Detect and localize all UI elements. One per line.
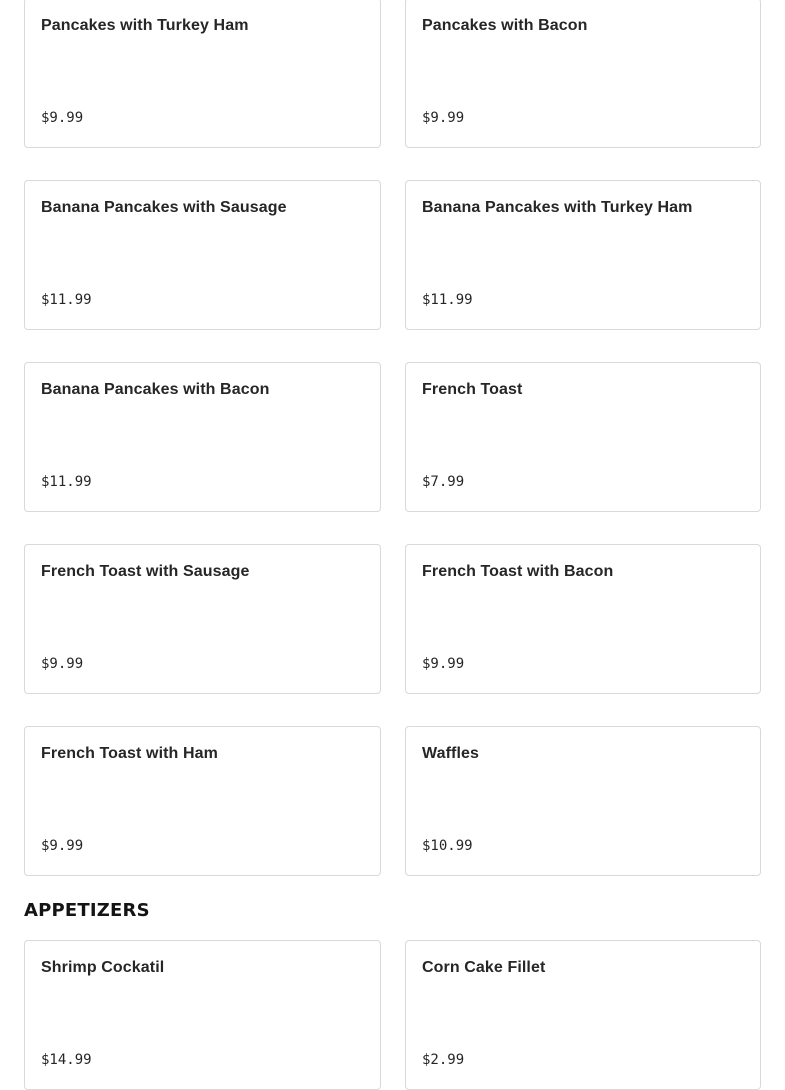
section-title-appetizers: APPETIZERS: [24, 900, 150, 921]
item-name: Corn Cake Fillet: [422, 959, 546, 976]
item-price: $9.99: [41, 110, 84, 126]
item-price: $10.99: [422, 838, 473, 854]
menu-item-card[interactable]: [405, 180, 761, 330]
menu-item-card[interactable]: [24, 726, 381, 876]
item-price: $9.99: [41, 656, 84, 672]
item-price: $9.99: [41, 838, 84, 854]
appetizers-grid: [24, 940, 761, 1090]
menu-item-card[interactable]: [405, 726, 761, 876]
item-price: $14.99: [41, 1052, 92, 1068]
item-price: $2.99: [422, 1052, 465, 1068]
item-name: Waffles: [422, 745, 480, 762]
item-name: French Toast: [422, 381, 523, 398]
menu-item-card[interactable]: [24, 940, 381, 1090]
item-name: Pancakes with Bacon: [422, 17, 588, 34]
item-price: $11.99: [41, 292, 92, 308]
item-price: $7.99: [422, 474, 465, 490]
menu-item-card[interactable]: [405, 362, 761, 512]
item-name: French Toast with Sausage: [41, 563, 250, 580]
menu-item-card[interactable]: [405, 544, 761, 694]
menu-item-card[interactable]: [24, 180, 381, 330]
menu-item-card[interactable]: [24, 362, 381, 512]
menu-item-card[interactable]: [24, 0, 381, 148]
item-name: French Toast with Ham: [41, 745, 218, 762]
menu-item-card[interactable]: [405, 940, 761, 1090]
menu-item-card[interactable]: [24, 544, 381, 694]
item-name: Banana Pancakes with Turkey Ham: [422, 199, 693, 216]
item-name: French Toast with Bacon: [422, 563, 614, 580]
item-price: $9.99: [422, 656, 465, 672]
item-name: Shrimp Cockatil: [41, 959, 165, 976]
menu-items-grid: [24, 0, 761, 876]
item-name: Banana Pancakes with Sausage: [41, 199, 287, 216]
item-price: $11.99: [422, 292, 473, 308]
item-name: Banana Pancakes with Bacon: [41, 381, 270, 398]
item-price: $11.99: [41, 474, 92, 490]
item-price: $9.99: [422, 110, 465, 126]
menu-item-card[interactable]: [405, 0, 761, 148]
item-name: Pancakes with Turkey Ham: [41, 17, 249, 34]
